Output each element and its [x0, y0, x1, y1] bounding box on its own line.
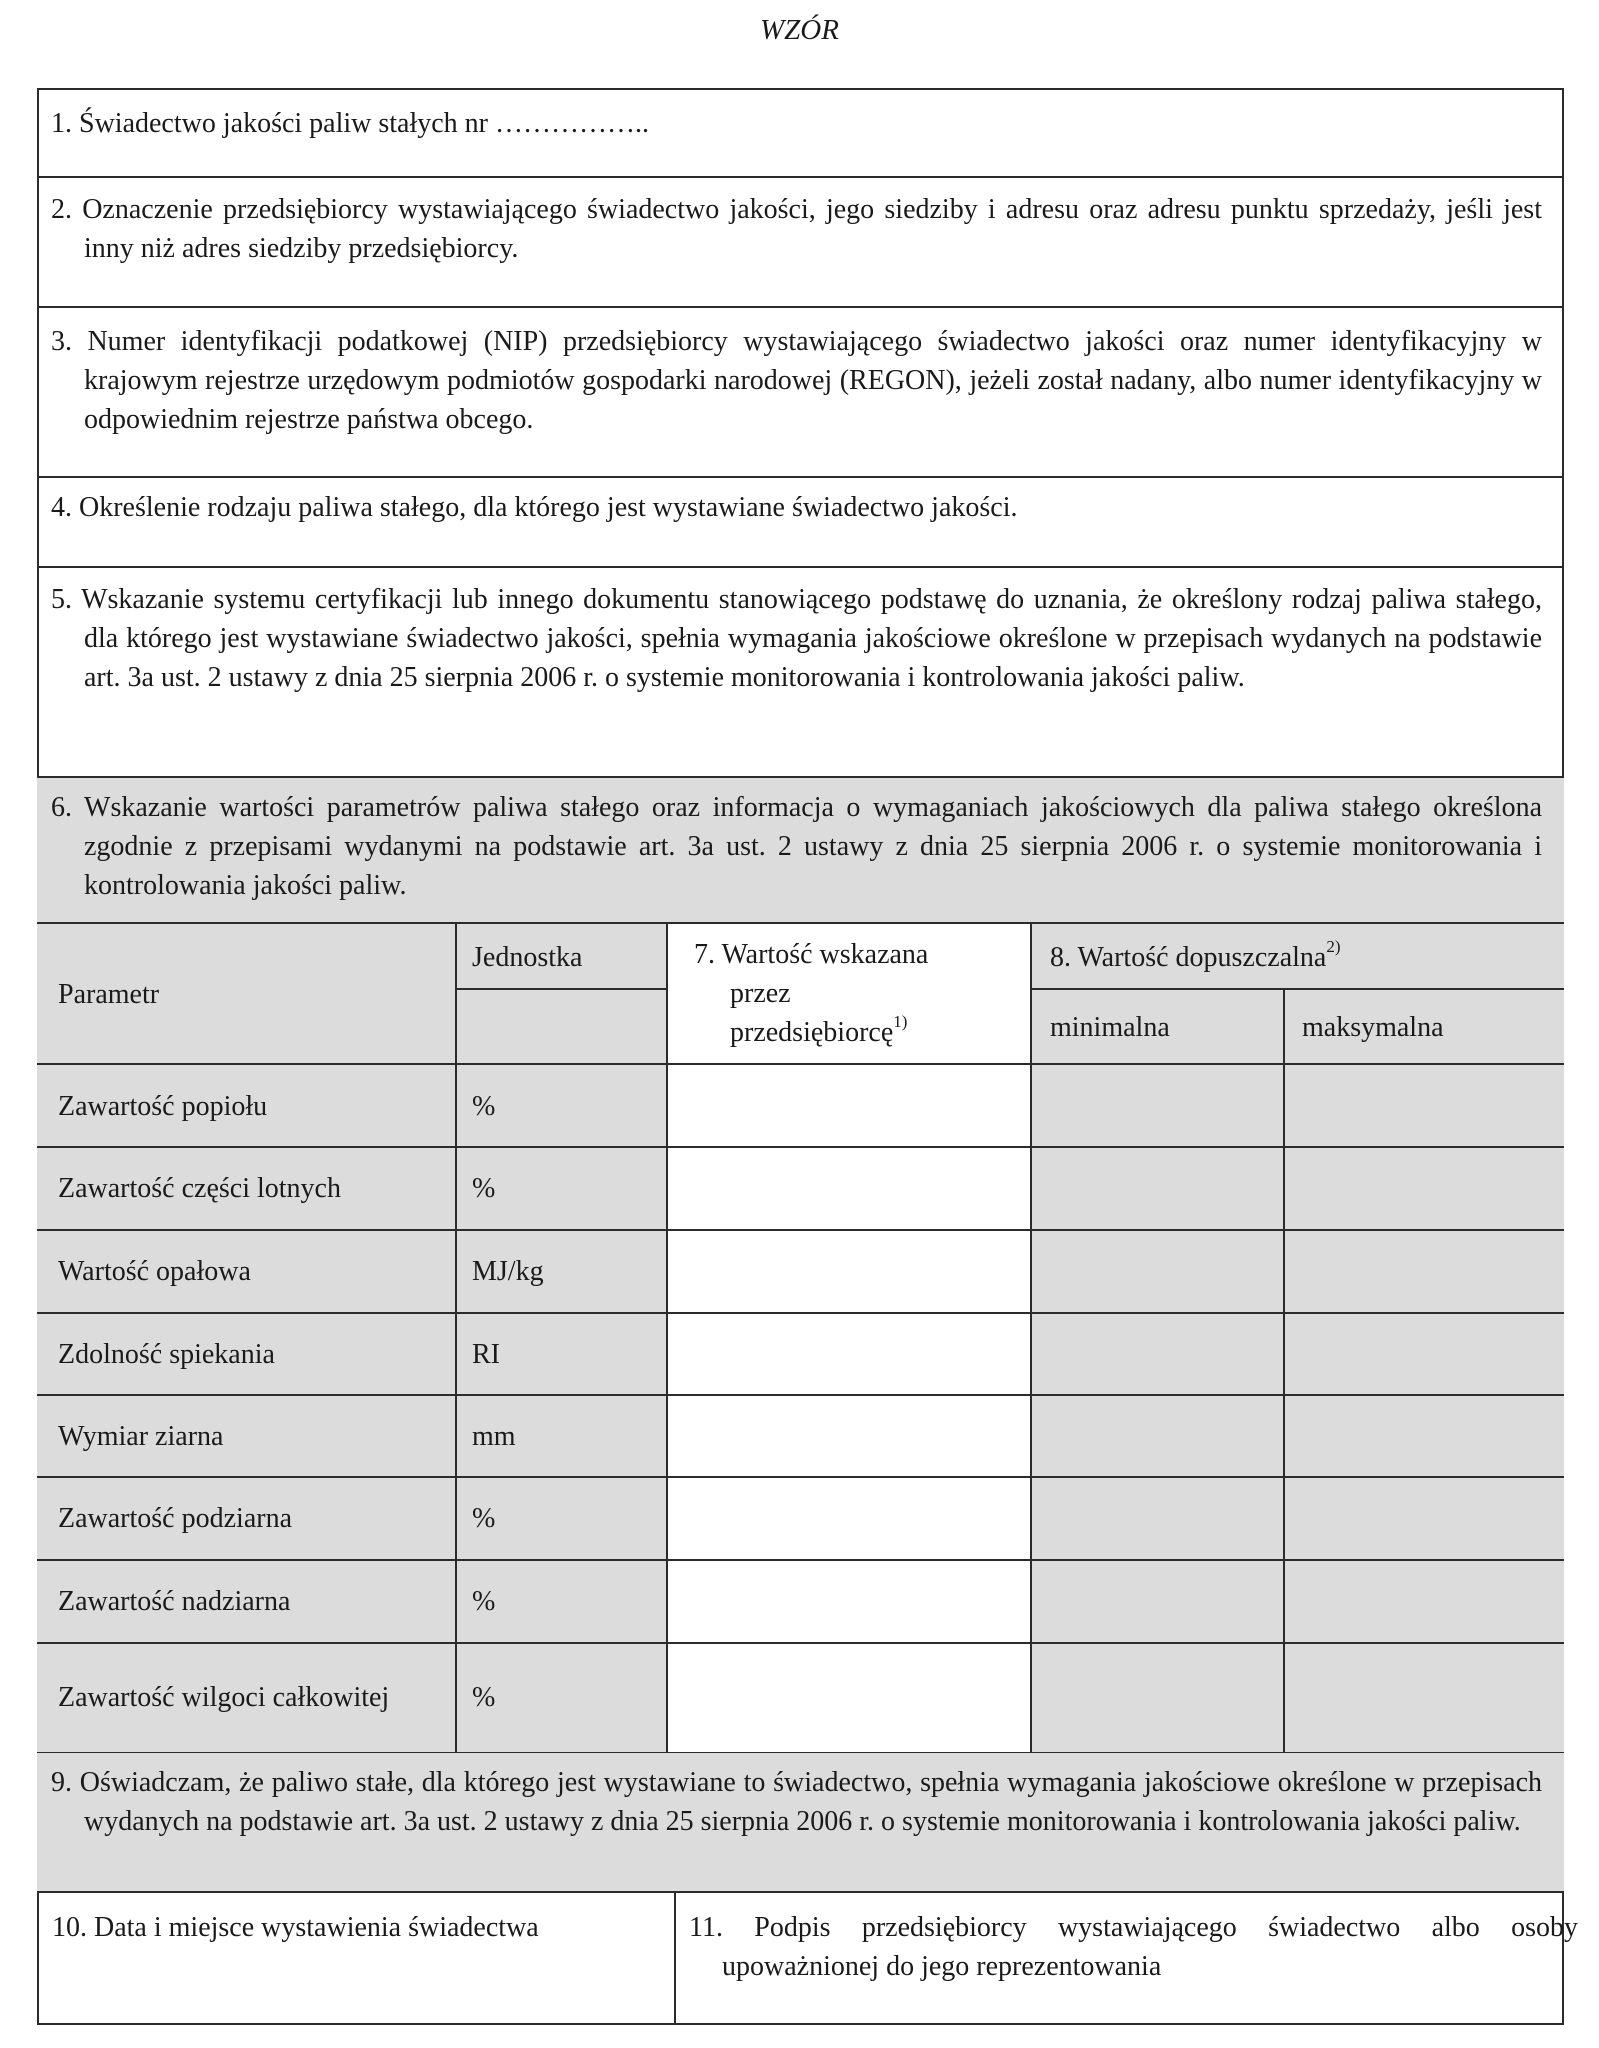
param-name-cell: Wartość opałowa	[58, 1256, 251, 1287]
section-11-text: 11. Podpis przedsiębiorcy wystawiającego świadectwo albo osoby upoważnionej do jego reprezentowania	[689, 1912, 1578, 1982]
section-5	[37, 568, 1564, 778]
header-maksymalna: maksymalna	[1302, 1012, 1444, 1043]
section-9-text: 9. Oświadczam, że paliwo stałe, dla którego jest wystawiane to świadectwo, spełnia wymagania jakościowe określone w przepisach wydanych na podstawie art. 3a ust. 2 ustawy z dnia 25 sierpnia 2006 r. o systemie monitorowania i kontrolowania jakości paliw.	[51, 1767, 1542, 1837]
value-input-cell[interactable]	[668, 1643, 1030, 1752]
section-9	[37, 1753, 1564, 1893]
unit-cell: MJ/kg	[472, 1256, 544, 1287]
header-jednostka: Jednostka	[472, 942, 583, 973]
section-3	[37, 308, 1564, 478]
section-3-text: 3. Numer identyfikacji podatkowej (NIP) przedsiębiorcy wystawiającego świadectwo jakości oraz numer identyfikacyjny w krajowym rejestrze urzędowym podmiotów gospodarki narodowej (REGON), jeżeli został nadany, albo numer identyfikacyjny w odpowiednim rejestrze państwa obcego.	[51, 326, 1542, 435]
unit-cell: mm	[472, 1420, 516, 1452]
value-input-cell[interactable]	[668, 1477, 1030, 1560]
value-input-cell[interactable]	[668, 1230, 1030, 1313]
unit-cell: RI	[472, 1338, 500, 1370]
section-6	[37, 778, 1564, 924]
section-1-text: 1. Świadectwo jakości paliw stałych nr ……………..	[51, 108, 650, 139]
header-wskazana-line1: 7. Wartość wskazana	[694, 939, 929, 970]
value-input-cell[interactable]	[668, 1395, 1030, 1477]
document-title: WZÓR	[760, 14, 839, 46]
value-input-cell[interactable]	[668, 1313, 1030, 1395]
param-name-cell: Zawartość wilgoci całkowitej	[58, 1682, 390, 1713]
section-5-text: 5. Wskazanie systemu certyfikacji lub innego dokumentu stanowiącego podstawę do uznania, że określony rodzaj paliwa stałego, dla którego jest wystawiane świadectwo jakości, spełnia wymagania jakościowe określone w przepisach wydanych na podstawie art. 3a ust. 2 ustawy z dnia 25 sierpnia 2006 r. o systemie monitorowania i kontrolowania jakości paliw.	[51, 584, 1542, 693]
section-2-text: 2. Oznaczenie przedsiębiorcy wystawiającego świadectwo jakości, jego siedziby i adresu oraz adresu punktu sprzedaży, jeśli jest inny niż adres siedziby przedsiębiorcy.	[51, 194, 1542, 264]
value-input-cell[interactable]	[668, 1560, 1030, 1643]
body-bg-right	[1030, 1065, 1564, 1753]
unit-cell: %	[472, 1090, 496, 1122]
header-minimalna: minimalna	[1050, 1012, 1170, 1043]
param-name-cell: Zawartość nadziarna	[58, 1586, 291, 1617]
header-dopuszczalna: 8. Wartość dopuszczalna$^{2)}$	[1050, 936, 1341, 973]
param-name-cell: Zawartość podziarna	[58, 1503, 292, 1534]
section-4	[37, 478, 1564, 568]
section-4-text: 4. Określenie rodzaju paliwa stałego, dla którego jest wystawiane świadectwo jakości.	[51, 492, 1018, 523]
param-name-cell: Wymiar ziarna	[58, 1420, 224, 1452]
section-1	[37, 88, 1564, 178]
param-name-cell: Zdolność spiekania	[58, 1338, 275, 1370]
section-10-text: 10. Data i miejsce wystawienia świadectwa	[52, 1912, 539, 1943]
unit-cell: %	[472, 1586, 496, 1617]
unit-cell: %	[472, 1682, 496, 1713]
unit-cell: %	[472, 1503, 496, 1534]
section-6-text: 6. Wskazanie wartości parametrów paliwa stałego oraz informacja o wymaganiach jakościowych dla paliwa stałego określona zgodnie z przepisami wydanymi na podstawie art. 3a ust. 2 ustawy z dnia 25 sierpnia 2006 r. o systemie monitorowania i kontrolowania jakości paliw.	[51, 792, 1542, 901]
header-wskazana-line3: przedsiębiorcę$^{1)}$	[730, 1011, 908, 1048]
value-input-cell[interactable]	[668, 1147, 1030, 1230]
section-2	[37, 178, 1564, 308]
header-parametr: Parametr	[58, 979, 160, 1010]
param-name-cell: Zawartość popiołu	[58, 1090, 268, 1122]
header-wskazana-line2: przez	[730, 978, 791, 1009]
unit-cell: %	[472, 1173, 496, 1204]
value-input-cell[interactable]	[668, 1065, 1030, 1147]
param-name-cell: Zawartość części lotnych	[58, 1173, 341, 1204]
